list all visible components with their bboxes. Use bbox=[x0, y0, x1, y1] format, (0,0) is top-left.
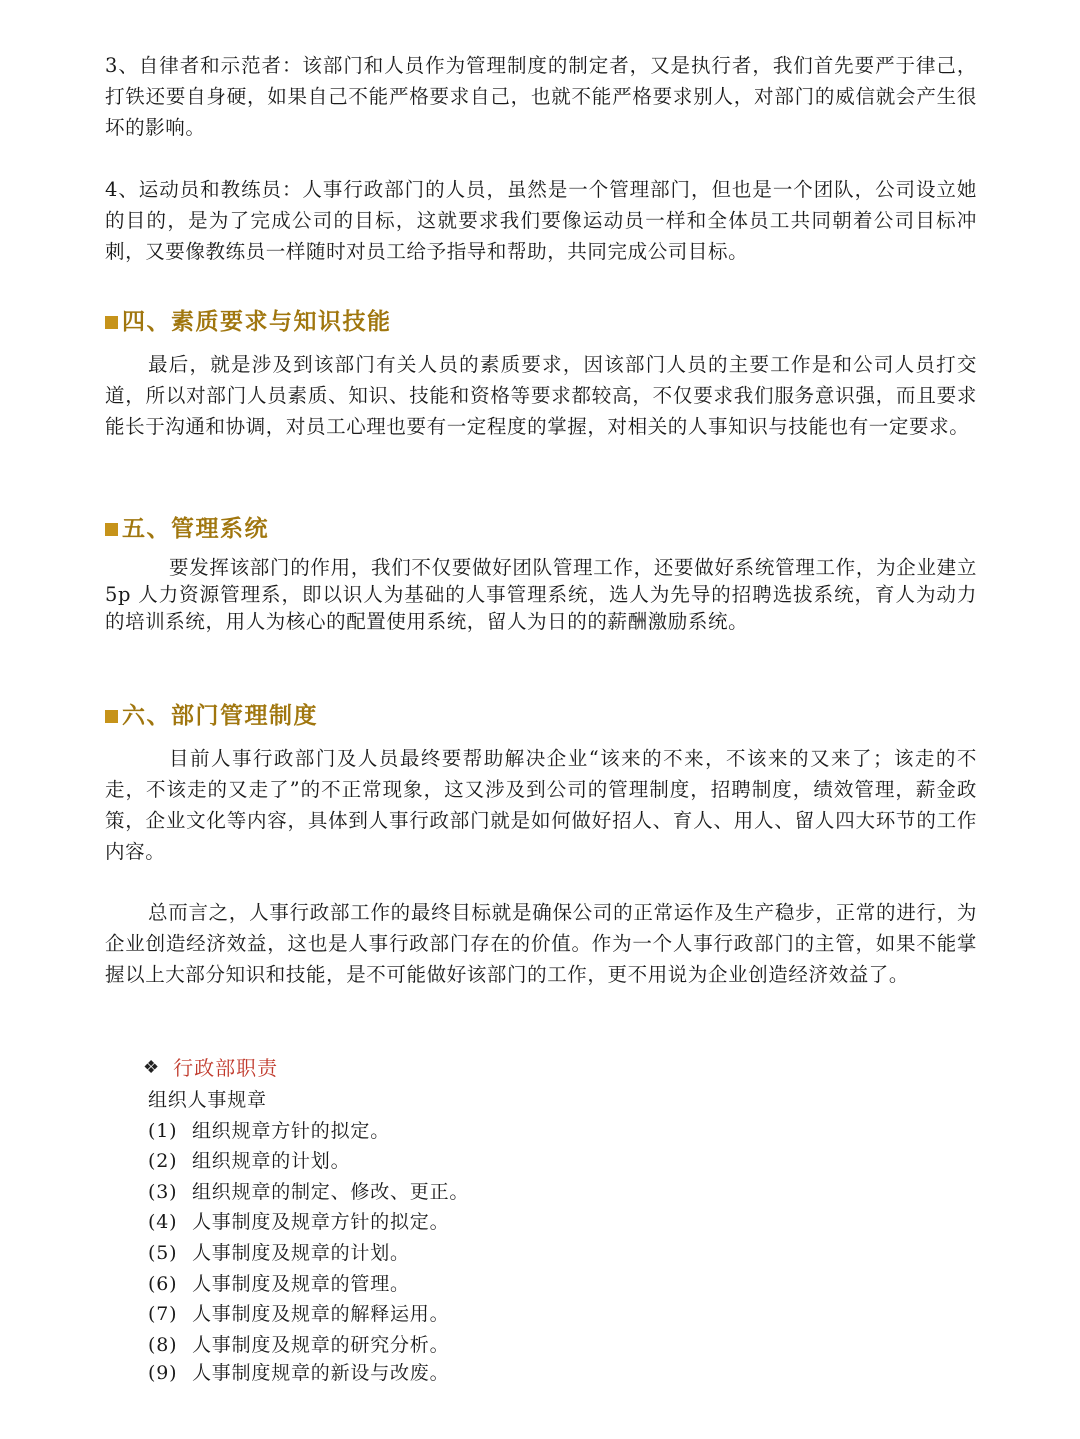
square-bullet-icon bbox=[105, 316, 118, 329]
square-bullet-icon bbox=[105, 523, 118, 536]
duties-title: 行政部职责 bbox=[173, 1056, 279, 1080]
list-item: (4) 人事制度及规章方针的拟定。 bbox=[148, 1211, 450, 1234]
square-bullet-icon bbox=[105, 710, 118, 723]
list-item: (9) 人事制度规章的新设与改废。 bbox=[148, 1362, 450, 1385]
list-item: (7) 人事制度及规章的解释运用。 bbox=[148, 1303, 450, 1326]
section-heading-5-text: 五、管理系统 bbox=[122, 515, 269, 542]
duties-subtitle: 组织人事规章 bbox=[148, 1089, 267, 1111]
section-heading-4 bbox=[105, 307, 392, 337]
paragraph-section-4: 最后，就是涉及到该部门有关人员的素质要求，因该部门人员的主要工作是和公司人员打交道，所以对部门人员素质、知识、技能和资格等要求都较高，不仅要求我们服务意识强，而且要求能长于沟通和协调，对员工心理也要有一定程度的掌握，对相关的人事知识与技能也有一定要求。 bbox=[105, 353, 977, 438]
paragraph-role-3: 3、自律者和示范者：该部门和人员作为管理制度的制定者，又是执行者，我们首先要严于律己，打铁还要自身硬，如果自己不能严格要求自己，也就不能严格要求别人，对部门的威信就会产生很坏的影响。 bbox=[105, 54, 977, 139]
list-item: (8) 人事制度及规章的研究分析。 bbox=[148, 1333, 450, 1356]
paragraph-section-5: 要发挥该部门的作用，我们不仅要做好团队管理工作，还要做好系统管理工作，为企业建立 5p 人力资源管理系，即以识人为基础的人事管理系统，选人为先导的招聘选拔系统，育人为动力的培训系统，用人为核心的配置使用系统，留人为日的的薪酬激励系统。 bbox=[105, 556, 977, 633]
section-heading-5 bbox=[105, 514, 269, 544]
paragraph-summary: 总而言之，人事行政部工作的最终目标就是确保公司的正常运作及生产稳步，正常的进行，为企业创造经济效益，这也是人事行政部门存在的价值。作为一个人事行政部门的主管，如果不能掌握以上大部分知识和技能，是不可能做好该部门的工作，更不用说为企业创造经济效益了。 bbox=[105, 901, 977, 986]
section-heading-4-text: 四、素质要求与知识技能 bbox=[122, 308, 392, 335]
list-item: (2) 组织规章的计划。 bbox=[148, 1150, 351, 1173]
paragraph-role-4: 4、运动员和教练员：人事行政部门的人员，虽然是一个管理部门，但也是一个团队，公司设立她的目的，是为了完成公司的目标，这就要求我们要像运动员一样和全体员工共同朝着公司目标冲刺，又要像教练员一样随时对员工给予指导和帮助，共同完成公司目标。 bbox=[105, 178, 977, 263]
list-item: (6) 人事制度及规章的管理。 bbox=[148, 1272, 410, 1295]
list-item: (5) 人事制度及规章的计划。 bbox=[148, 1241, 410, 1264]
section-heading-6 bbox=[105, 701, 318, 731]
paragraph-section-6: 目前人事行政部门及人员最终要帮助解决企业“该来的不来，不该来的又来了；该走的不走，不该走的又走了”的不正常现象，这又涉及到公司的管理制度，招聘制度，绩效管理，薪金政策，企业文化等内容，具体到人事行政部门就是如何做好招人、育人、用人、留人四大环节的工作内容。 bbox=[105, 747, 977, 863]
section-heading-6-text: 六、部门管理制度 bbox=[122, 702, 318, 729]
list-item: (3) 组织规章的制定、修改、更正。 bbox=[148, 1180, 470, 1203]
diamond-bullet-icon: ❖ bbox=[143, 1057, 160, 1078]
duties-list bbox=[148, 1085, 469, 1387]
list-item: (1) 组织规章方针的拟定。 bbox=[148, 1119, 391, 1142]
duties-heading bbox=[143, 1054, 278, 1082]
